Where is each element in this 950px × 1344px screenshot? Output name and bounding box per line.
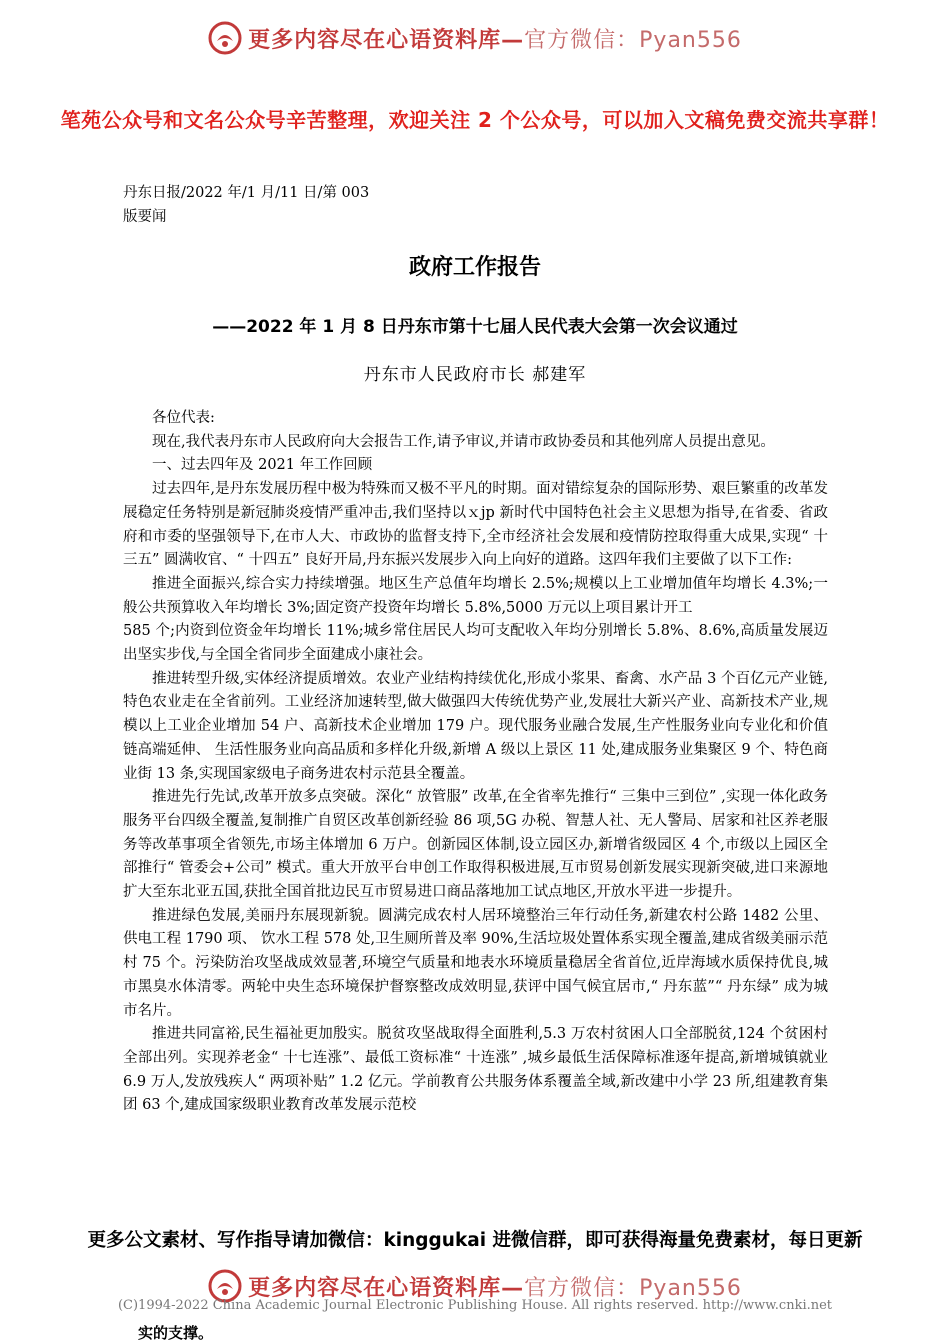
page-subtitle: ——2022 年 1 月 8 日丹东市第十七届人民代表大会第一次会议通过	[212, 317, 738, 337]
bottom-notice: 更多公文素材、写作指导请加微信：kinggukai 进微信群，即可获得海量免费素材，每日更新	[0, 1226, 950, 1256]
top-watermark-banner	[0, 18, 950, 58]
paragraph: 推进共同富裕,民生福祉更加殷实。脱贫攻坚战取得全面胜利,5.3 万农村贫困人口全部脱贫,124 个贫困村全部出列。实现养老金“ 十七连涨”、最低工资标准“ 十连涨” ,城乡最低生活保障标准逐年提高,新增城镇就业 6.9 万人,发放残疾人“ 两项补贴” 1.2 亿元。学前教育公共服务体系覆盖全域,新改建中小学 23 所,组建教育集团 63 个,建成国家级职业教育改革发展示范校	[123, 1026, 828, 1114]
paragraph: 推进先行先试,改革开放多点突破。深化“ 放管服” 改革,在全省率先推行“ 三集中三到位” ,实现一体化政务服务平台四级全覆盖,复制推广自贸区改革创新经验 86 项,5G 办税、智慧人社、无人警局、居家和社区养老服务等改革事项全省领先,市场主体增加 6 万户。创新园区体制,设立园区办,新增省级园区 4 个,市级以上园区全部推行“ 管委会+公司” 模式。重大开放平台申创工作取得积极进展,互市贸易创新发展实现新突破,进口来源地扩大至东北亚五国,获批全国首批边民互市贸易进口商品落地加工试点地区,开放水平进一步提升。	[123, 789, 828, 901]
source-meta	[123, 181, 369, 229]
page-title: 政府工作报告	[408, 255, 541, 280]
red-notice: 笔苑公众号和文名公众号辛苦整理，欢迎关注 2 个公众号，可以加入文稿免费交流共享群！	[60, 108, 890, 132]
paragraph: 过去四年,是丹东发展历程中极为特殊而又极不平凡的时期。面对错综复杂的国际形势、艰巨繁重的改革发展稳定任务特别是新冠肺炎疫情严重冲击,我们坚持以ｘjp 新时代中国特色社会主义思想为指导,在省委、省政府和市委的坚强领导下,在市人大、市政协的监督支持下,全市经济社会发展和疫情防控取得重大成果,实现“ 十三五” 圆满收官、“ 十四五” 良好开局,丹东振兴发展步入向上向好的道路。这四年我们主要做了以下工作:	[123, 481, 828, 569]
banner-text: 更多内容尽在心语资料库—官方微信：Pyan556	[248, 27, 742, 53]
copyright-footer: (C)1994-2022 China Academic Journal Electronic Publishing House. All rights reserved. http://www.cnki.net	[117, 1298, 833, 1313]
paragraph: 各位代表:	[152, 410, 215, 426]
paragraph: 推进全面振兴,综合实力持续增强。地区生产总值年均增长 2.5%;规模以上工业增加值年均增长 4.3%;一般公共预算收入年均增长 3%;固定资产投资年均增长 5.8%,5000 万元以上项目累计开工	[123, 575, 828, 616]
paragraph: 585 个;内资到位资金年均增长 11%;城乡常住居民人均可支配收入年均分别增长 5.8%、8.6%,高质量发展迈出坚实步伐,与全国全省同步全面建成小康社会。	[123, 623, 828, 664]
meta-line-1: 丹东日报/2022 年/1 月/11 日/第 003	[123, 185, 370, 201]
report-body	[123, 407, 828, 1118]
paragraph: 推进转型升级,实体经济提质增效。农业产业结构持续优化,形成小浆果、畜禽、水产品 3 个百亿元产业链,特色农业走在全省前列。工业经济加速转型,做大做强四大传统优势产业,发展壮大新兴产业、高新技术产业,规模以上工业企业增加 54 户、高新技术企业增加 179 户。现代服务业融合发展,生产性服务业向专业化和价值链高端延伸、 生活性服务业向高品质和多样化升级,新增 A 级以上景区 11 处,建成服务业集聚区 9 个、特色商业街 13 条,实现国家级电子商务进农村示范县全覆盖。	[123, 670, 828, 782]
library-logo-icon	[208, 21, 242, 55]
author-line: 丹东市人民政府市长 郝建军	[363, 365, 587, 385]
meta-line-2: 版要闻	[123, 209, 167, 225]
banner-text: 更多内容尽在心语资料库—官方微信：Pyan556	[248, 1275, 742, 1301]
paragraph: 一、过去四年及 2021 年工作回顾	[152, 457, 373, 474]
paragraph: 现在,我代表丹东市人民政府向大会报告工作,请予审议,并请市政协委员和其他列席人员提出意见。	[152, 433, 775, 450]
cut-off-text: 实的支撑。	[138, 1324, 214, 1342]
paragraph: 推进绿色发展,美丽丹东展现新貌。圆满完成农村人居环境整治三年行动任务,新建农村公路 1482 公里、 供电工程 1790 项、 饮水工程 578 处,卫生厕所普及率 90%,生活垃圾处置体系实现全覆盖,建成省级美丽示范村 75 个。污染防治攻坚战成效显著,环境空气质量和地表水环境质量稳居全省首位,近岸海域水质保持优良,城市黑臭水体清零。两轮中央生态环境保护督察整改成效明显,获评中国气候宜居市,“ 丹东蓝”“ 丹东绿” 成为城市名片。	[123, 907, 828, 1019]
